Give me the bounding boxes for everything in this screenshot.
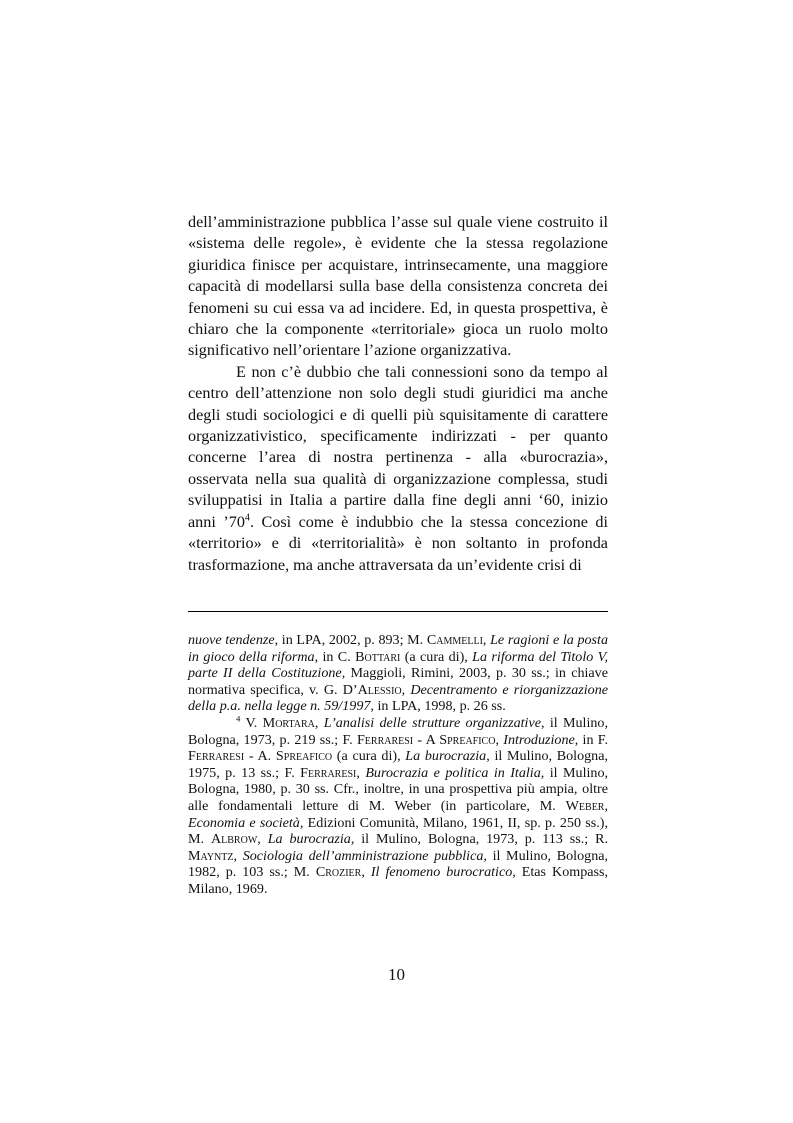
paragraph-2 <box>188 362 608 576</box>
footnote-4: $^4$ V. Mortara, L’analisi delle strutture organizzative, il Mulino, Bologna, 1973, p. 219 ss.; F. Ferraresi - A Spreafico, Introduzione, in F. Ferraresi - A. Spreafico (a cura di), La burocrazia, il Mulino, Bologna, 1975, p. 13 ss.; F. Ferraresi, Burocrazia e politica in Italia, il Mulino, Bologna, 1980, p. 30 ss. Cfr., inoltre, in una prospettiva più ampia, oltre alle fondamentali letture di M. Weber (in particolare, M. Weber, Economia e società, Edizioni Comunità, Milano, 1961, II, sp. p. 250 ss.), M. Albrow, La burocrazia, il Mulino, Bologna, 1973, p. 113 ss.; R. Mayntz, Sociologia dell’amministrazione pubblica, il Mulino, Bologna, 1982, p. 103 ss.; M. Crozier, Il fenomeno burocratico, Etas Kompass, Milano, 1969. <box>188 713 609 897</box>
main-text <box>188 212 608 576</box>
footnote-continuation: nuove tendenze, in LPA, 2002, p. 893; M. Cammelli, Le ragioni e la posta in gioco della riforma, in C. Bottari (a cura di), La riforma del Titolo V, parte II della Costituzione, Maggioli, Rimini, 2003, p. 30 ss.; in chiave normativa specifica, v. G. D’Alessio, Decentramento e riorganizzazione della p.a. nella legge n. 59/1997, in LPA, 1998, p. 26 ss. <box>188 632 609 715</box>
page-number: 10 <box>388 965 405 984</box>
footnote-reference-4: 4 <box>244 512 250 524</box>
paragraph-1: dell’amministrazione pubblica l’asse sul quale viene costruito il «sistema delle regole», è evidente che la stessa regolazione giuridica finisce per acquistare, intrinsecamente, una maggiore capacità di modellarsi sulla base della consistenza concreta dei fenomeni su cui essa va ad incidere. Ed, in questa prospettiva, è chiaro che la componente «territoriale» gioca un ruolo molto significativo nell’orientare l’azione organizzativa. <box>188 213 608 360</box>
paragraph-2-part-a: E non c’è dubbio che tali connessioni sono da tempo al centro dell’attenzione non solo degli studi giuridici ma anche degli studi sociologici e di quelli più squisitamente di carattere organizzativistico, specificamente indirizzati - per quanto concerne l’area di nostra pertinenza - alla «burocrazia», osservata nella sua qualità di organizzazione complessa, studi sviluppatisi in Italia a partire dalla fine degli anni ‘60, inizio anni ’70 <box>188 362 608 531</box>
footnotes <box>188 632 608 898</box>
footnote-separator <box>188 611 608 612</box>
footnote-4-number: 4 <box>236 713 241 724</box>
paragraph-2-part-b: . Così come è indubbio che la stessa concezione di «territorio» e di «territorialità» è non soltanto in profonda trasformazione, ma anche attraversata da un’evidente crisi di <box>188 512 608 574</box>
